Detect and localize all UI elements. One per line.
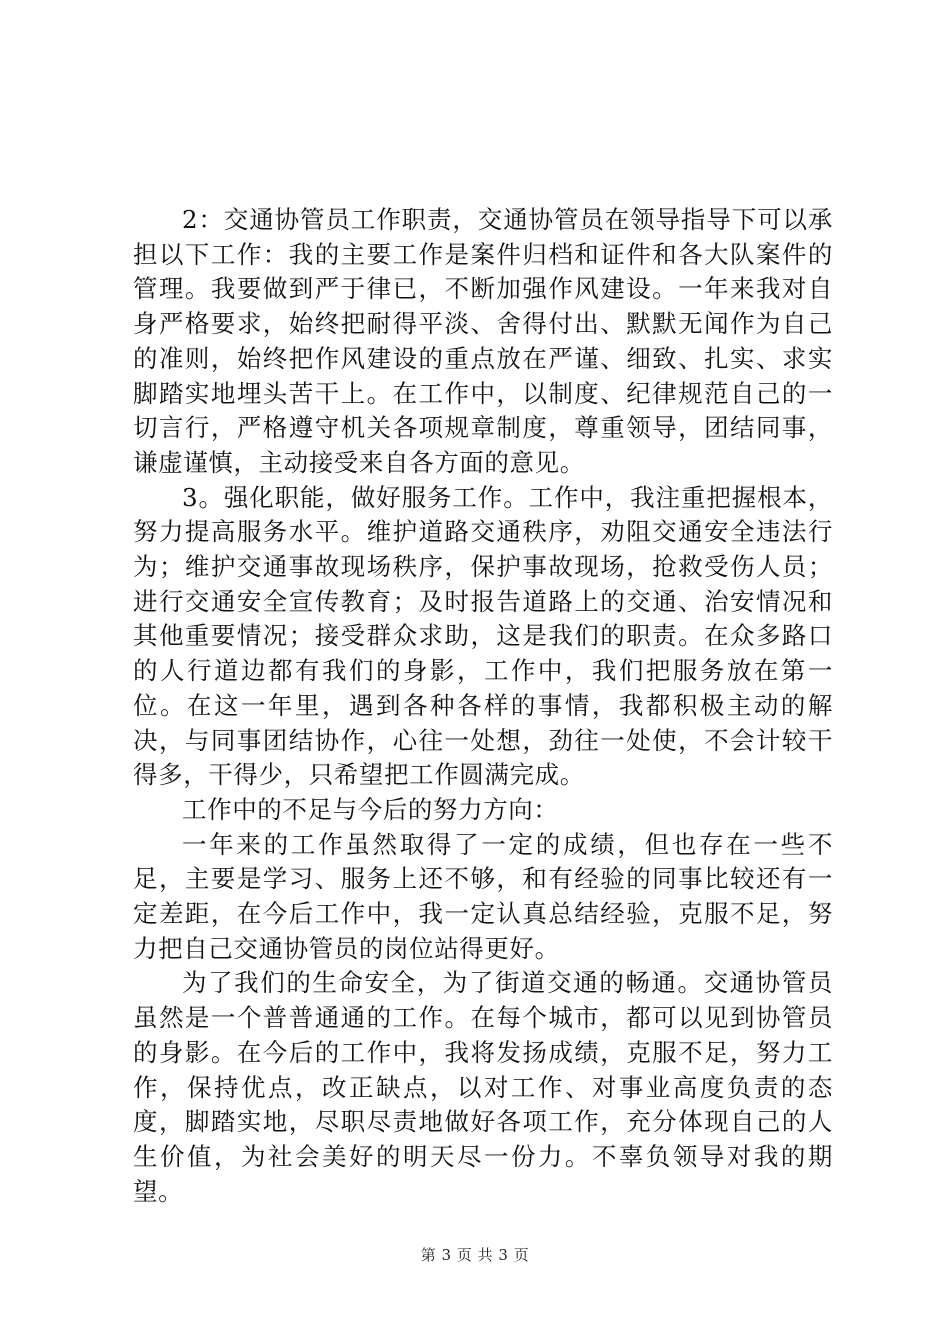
- page-number-footer: 第 3 页 共 3 页: [420, 1246, 530, 1264]
- paragraph-shortcomings: 一年来的工作虽然取得了一定的成绩，但也存在一些不足，主要是学习、服务上还不够，和有经验的同事比较还有一定差距，在今后工作中，我一定认真总结经验，克服不足，努力把自己交通协管员的岗位站得更好。: [133, 829, 833, 963]
- paragraph-shortcomings-heading: 工作中的不足与今后的努力方向：: [182, 794, 559, 824]
- paragraph-duties: 2：交通协管员工作职责，交通协管员在领导指导下可以承担以下工作：我的主要工作是案件归档和证件和各大队案件的管理。我要做到严于律已，不断加强作风建设。一年来我对自身严格要求，始终把耐得平淡、舍得付出、默默无闻作为自己的准则，始终把作风建设的重点放在严谨、细致、扎实、求实脚踏实地埋头苦干上。在工作中，以制度、纪律规范自己的一切言行，严格遵守机关各项规章制度，尊重领导，团结同事，谦虚谨慎，主动接受来自各方面的意见。: [133, 205, 833, 477]
- document-body: [133, 203, 833, 1209]
- paragraph-conclusion: 为了我们的生命安全，为了街道交通的畅通。交通协管员虽然是一个普普通通的工作。在每个城市，都可以见到协管员的身影。在今后的工作中，我将发扬成绩，克服不足，努力工作，保持优点，改正缺点，以对工作、对事业高度负责的态度，脚踏实地，尽职尽责地做好各项工作，充分体现自己的人生价值，为社会美好的明天尽一份力。不辜负领导对我的期望。: [133, 968, 833, 1206]
- paragraph-service: 3。强化职能，做好服务工作。工作中，我注重把握根本，努力提高服务水平。维护道路交通秩序，劝阻交通安全违法行为；维护交通事故现场秩序，保护事故现场，抢救受伤人员；进行交通安全宣传教育；及时报告道路上的交通、治安情况和其他重要情况；接受群众求助，这是我们的职责。在众多路口的人行道边都有我们的身影，工作中，我们把服务放在第一位。在这一年里，遇到各种各样的事情，我都积极主动的解决，与同事团结协作，心往一处想，劲往一处使，不会计较干得多，干得少，只希望把工作圆满完成。: [133, 482, 833, 790]
